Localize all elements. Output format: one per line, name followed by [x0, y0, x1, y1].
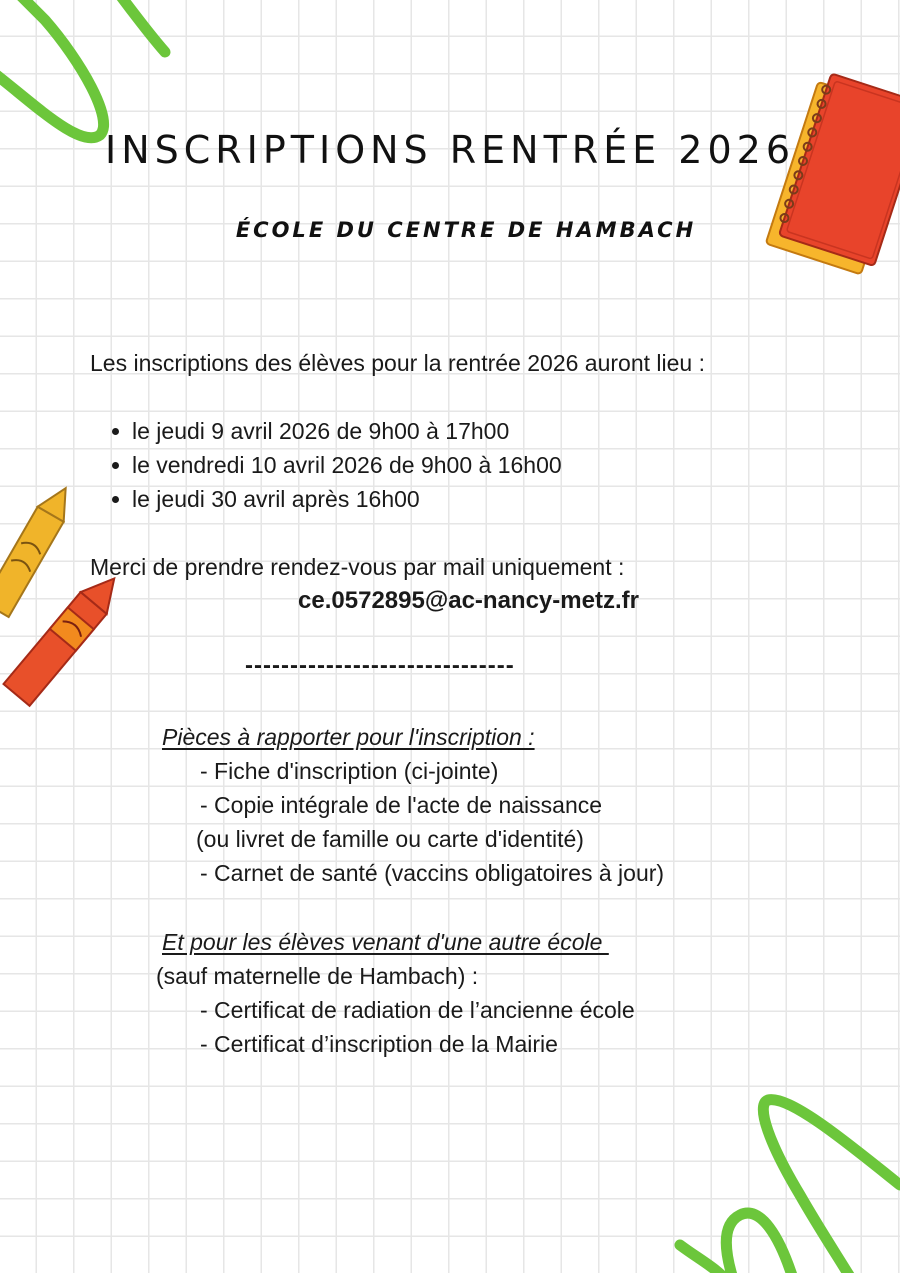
- intro-text: Les inscriptions des élèves pour la rentrée 2026 auront lieu :: [90, 350, 705, 376]
- notebooks-icon: [760, 50, 900, 300]
- other-school-note: (sauf maternelle de Hambach) :: [156, 963, 479, 989]
- contact-email[interactable]: ce.0572895@ac-nancy-metz.fr: [298, 587, 639, 614]
- page-title: INSCRIPTIONS RENTRÉE 2026: [104, 128, 796, 172]
- date-item: le jeudi 9 avril 2026 de 9h00 à 17h00: [110, 414, 562, 448]
- green-scribble-bottom-right-icon: [670, 1085, 900, 1273]
- date-item: le jeudi 30 avril après 16h00: [110, 482, 562, 516]
- document-item: - Fiche d'inscription (ci-jointe): [200, 758, 499, 784]
- other-school-item: - Certificat de radiation de l’ancienne école: [200, 997, 635, 1023]
- document-item: - Copie intégrale de l'acte de naissance: [200, 792, 603, 818]
- appointment-text: Merci de prendre rendez-vous par mail uniquement :: [90, 554, 625, 580]
- school-name: ÉCOLE DU CENTRE DE HAMBACH: [235, 218, 697, 242]
- dates-list: [110, 414, 562, 516]
- other-school-item: - Certificat d’inscription de la Mairie: [200, 1031, 558, 1057]
- document-item: - Carnet de santé (vaccins obligatoires à jour): [200, 860, 665, 886]
- document-item-note: (ou livret de famille ou carte d'identité): [196, 826, 584, 852]
- date-item: le vendredi 10 avril 2026 de 9h00 à 16h00: [110, 448, 562, 482]
- documents-heading: Pièces à rapporter pour l'inscription :: [162, 724, 535, 750]
- other-school-heading: Et pour les élèves venant d'une autre école: [162, 929, 609, 955]
- separator: ------------------------------: [245, 652, 515, 679]
